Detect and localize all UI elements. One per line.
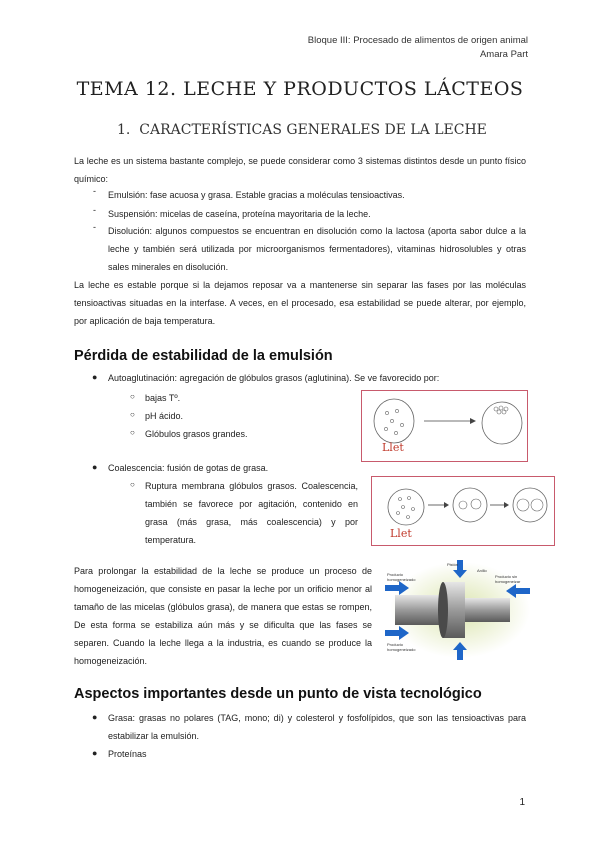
bullet-dot: ● (92, 372, 98, 382)
page-header (308, 34, 528, 62)
autoaglutinacion-text: Autoaglutinación: agregación de glóbulos grasos (aglutinina). Se ve favorecido por: (108, 373, 440, 383)
dash-bullet: - (93, 186, 96, 196)
diagram-label: Llet (382, 441, 404, 454)
page-title: TEMA 12. LECHE Y PRODUCTOS LÁCTEOS (76, 78, 524, 100)
dash-bullet: - (93, 205, 96, 215)
coalescence-diagram (371, 476, 555, 546)
label-sin-homogeneizar: Producto sin homogeneizar (495, 574, 521, 584)
bullet-dot: ● (92, 462, 98, 472)
loss-heading: Pérdida de estabilidad de la emulsión (74, 348, 333, 364)
circle-bullet: ○ (130, 428, 135, 437)
aspect-grasa: Grasa: grasas no polares (TAG, mono; di) y colesterol y fosfolípidos, que son las tensioactivas para estabilizar la emulsión. (108, 713, 526, 741)
section-heading: CARACTERÍSTICAS GENERALES DE LA LECHE (139, 122, 487, 138)
dash-bullet: - (93, 222, 96, 232)
stability-paragraph: La leche es estable porque si la dejamos reposar va a mantenerse sin separar las fases por las moléculas tensioactivas situadas en la interfase. A veces, en el procesado, esa estabilidad se puede alterar, por ejemplo, por aplicación de baja temperatura. (74, 280, 526, 326)
homogenization-paragraph: Para prolongar la estabilidad de la leche se produce un proceso de homogeneización, que consiste en pasar la leche por un orificio menor al tamaño de las micelas (glóbulos grasa), de manera que estas se rompen, De esta forma se estabiliza aún más y se dificulta que las fases se separen. Cuando la leche llega a la industria, es cuando se produce la homogeneización. (74, 566, 372, 666)
header-course: Bloque III: Procesado de alimentos de origen animal (307, 35, 528, 46)
aspect-proteinas: Proteínas (108, 749, 147, 759)
intro-paragraph: La leche es un sistema bastante complejo, se puede considerar como 3 sistemas distintos desde un punto físico químico: (74, 156, 526, 184)
system-suspension: Suspensión: micelas de caseína, proteína mayoritaria de la leche. (108, 209, 371, 219)
autoag-item-globules: Glóbulos grasos grandes. (145, 429, 248, 439)
section-number: 1. (117, 122, 131, 138)
circle-bullet: ○ (130, 410, 135, 419)
section-title (117, 122, 487, 138)
circle-bullet: ○ (130, 392, 135, 401)
diagram-label: Llet (390, 527, 412, 540)
coalescencia-text: Coalescencia: fusión de gotas de grasa. (108, 463, 269, 473)
bullet-dot: ● (92, 748, 98, 758)
autoaglutination-diagram (361, 390, 528, 462)
label-piston: Pistón (447, 562, 459, 567)
autoag-item-ph: pH ácido. (145, 411, 184, 421)
header-author: Amara Part (479, 49, 528, 60)
label-homogeneizado: Producto homogeneizado (387, 572, 416, 582)
autoag-item-temp: bajas Tº. (145, 393, 181, 403)
bullet-dot: ● (92, 712, 98, 722)
aspects-heading: Aspectos importantes desde un punto de vista tecnológico (74, 686, 482, 702)
homogenizer-diagram (385, 560, 530, 660)
coalescencia-item: Ruptura membrana glóbulos grasos. Coalescencia, también se favorece por agitación, contenido en grasa (más grasa, más coalescencia) y por temperatura. (145, 481, 358, 545)
system-disolucion: Disolución: algunos compuestos se encuentran en disolución como la lactosa (aporta sabor dulce a la leche y también será utilizada por microorganismos fermentadores), vitaminas hidrosolubles y otras sales minerales en disolución. (108, 226, 526, 272)
circle-bullet: ○ (130, 480, 135, 489)
page-number: 1 (519, 797, 525, 808)
label-homogeneizado-2: Producto homogeneizado (387, 642, 416, 652)
system-emulsion: Emulsión: fase acuosa y grasa. Estable gracias a moléculas tensioactivas. (108, 190, 405, 200)
label-anillo: Anillo (477, 568, 487, 573)
